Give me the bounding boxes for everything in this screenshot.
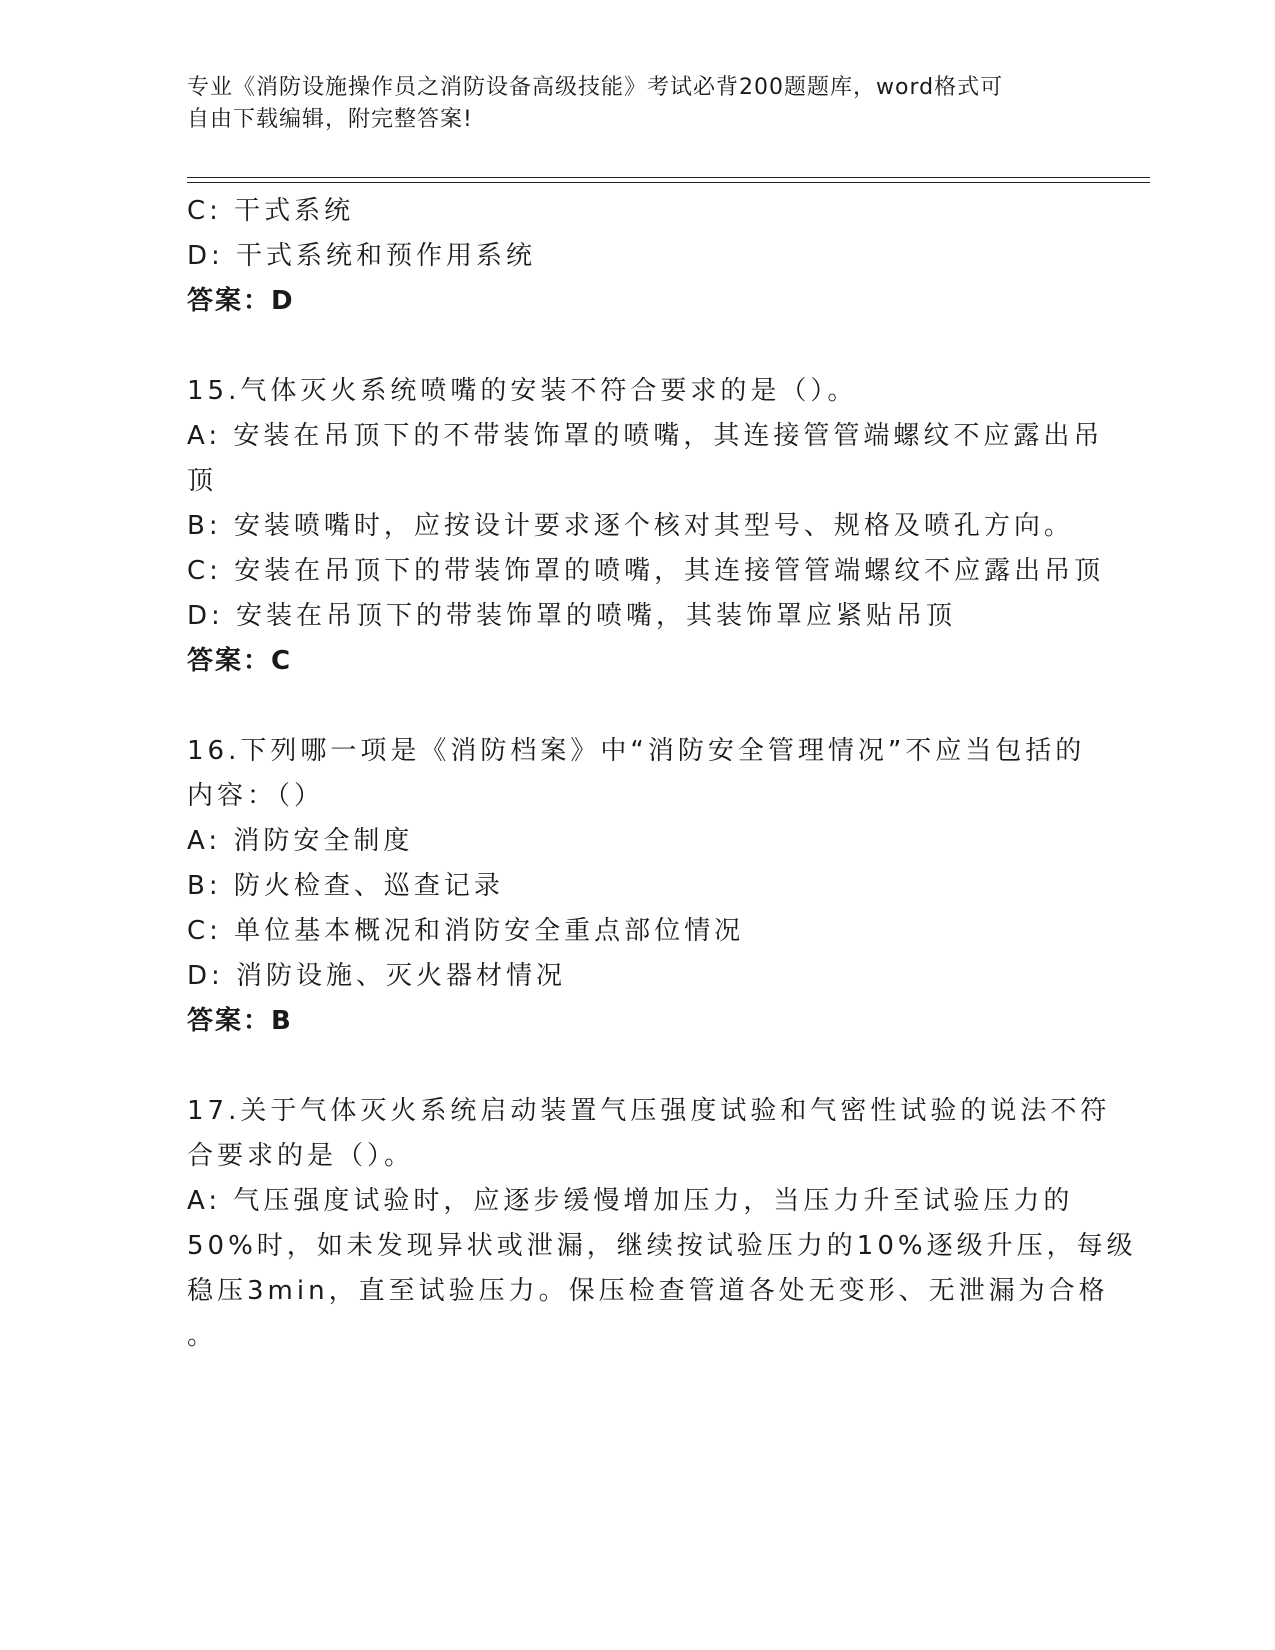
- q15-option-b: B: 安装喷嘴时，应按设计要求逐个核对其型号、规格及喷孔方向。: [187, 511, 1074, 541]
- q16-option-a: A: 消防安全制度: [187, 826, 414, 856]
- q15-answer: 答案：C: [187, 646, 293, 676]
- q16-option-b: B: 防火检查、巡查记录: [187, 871, 504, 901]
- q14-answer: 答案：D: [187, 286, 295, 316]
- q17-option-a: A: 气压强度试验时，应逐步缓慢增加压力，当压力升至试验压力的: [187, 1186, 1074, 1216]
- q16-stem: 16.下列哪一项是《消防档案》中“消防安全管理情况”不应当包括的: [187, 736, 1086, 766]
- q17-stem-cont: 合要求的是（）。: [187, 1141, 415, 1171]
- q17-option-a-cont-3: 。: [187, 1321, 218, 1351]
- q15-stem: 15.气体灭火系统喷嘴的安装不符合要求的是（）。: [187, 376, 858, 406]
- q17-stem: 17.关于气体灭火系统启动装置气压强度试验和气密性试验的说法不符: [187, 1096, 1111, 1126]
- q16-stem-cont: 内容：（）: [187, 781, 325, 811]
- q15-option-a: A: 安装在吊顶下的不带装饰罩的喷嘴，其连接管管端螺纹不应露出吊: [187, 421, 1104, 451]
- q17-option-a-cont-2: 稳压3min，直至试验压力。保压检查管道各处无变形、无泄漏为合格: [187, 1276, 1109, 1306]
- header-line-1: 专业《消防设施操作员之消防设备高级技能》考试必背200题题库，word格式可: [187, 75, 1004, 100]
- header-divider-top: [187, 177, 1150, 178]
- q15-option-d: D: 安装在吊顶下的带装饰罩的喷嘴，其装饰罩应紧贴吊顶: [187, 601, 957, 631]
- q17-option-a-cont-1: 50%时，如未发现异状或泄漏，继续按试验压力的10%逐级升压，每级: [187, 1231, 1137, 1261]
- spacer: [187, 324, 1087, 369]
- q15-option-a-cont: 顶: [187, 466, 218, 496]
- q16-option-d: D: 消防设施、灭火器材情况: [187, 961, 567, 991]
- q15-option-c: C: 安装在吊顶下的带装饰罩的喷嘴，其连接管管端螺纹不应露出吊顶: [187, 556, 1105, 586]
- document-header: [187, 72, 1067, 136]
- q14-option-c: C: 干式系统: [187, 196, 355, 226]
- q16-option-c: C: 单位基本概况和消防安全重点部位情况: [187, 916, 745, 946]
- q16-answer: 答案：B: [187, 1006, 293, 1036]
- spacer: [187, 1044, 1087, 1089]
- q14-option-d: D: 干式系统和预作用系统: [187, 241, 537, 271]
- question-content: [187, 189, 1137, 1359]
- header-divider-bottom: [187, 182, 1150, 183]
- header-line-2: 自由下载编辑，附完整答案!: [187, 107, 473, 132]
- spacer: [187, 684, 1087, 729]
